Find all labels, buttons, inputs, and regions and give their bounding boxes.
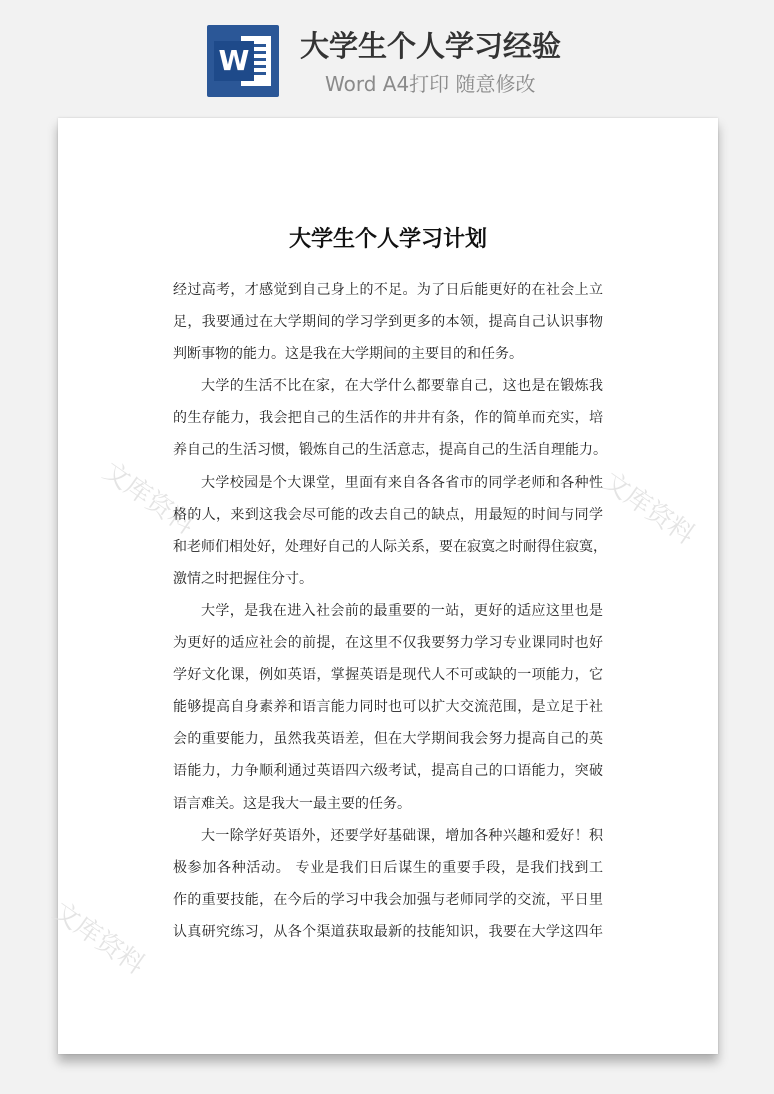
paragraph-4-line: 会的重要能力，虽然我英语差，但在大学期间我会努力提高自己的英	[173, 731, 603, 748]
paragraph-5-line: 极参加各种活动。 专业是我们日后谋生的重要手段，是我们找到工	[173, 859, 603, 876]
watermark-bottom-left: 文库资料	[47, 896, 150, 981]
page-subtitle: Word A4打印 随意修改	[325, 72, 536, 96]
document-page	[47, 118, 718, 1054]
paragraph-3-line: 和老师们相处好，处理好自己的人际关系，要在寂寞之时耐得住寂寞，	[173, 538, 607, 555]
paragraph-3-line: 大学校园是个大课堂，里面有来自各各省市的同学老师和各种性	[201, 474, 603, 491]
paragraph-3-line: 激情之时把握住分寸。	[173, 570, 313, 587]
paragraph-2-line: 的生存能力，我会把自己的生活作的井井有条，作的简单而充实，培	[173, 410, 603, 427]
paragraph-1-line: 经过高考，才感觉到自己身上的不足。为了日后能更好的在社会上立	[173, 282, 603, 298]
paragraph-4-line: 能够提高自身素养和语言能力同时也可以扩大交流范围，是立足于社	[173, 699, 603, 716]
word-logo-letter: W	[214, 41, 254, 81]
paragraph-1-line: 判断事物的能力。这是我在大学期间的主要目的和任务。	[173, 346, 523, 363]
word-document-icon	[207, 25, 279, 97]
document-title: 大学生个人学习计划	[288, 227, 487, 252]
paragraph-4-line: 大学，是我在进入社会前的最重要的一站，更好的适应这里也是	[201, 602, 603, 619]
watermark-left: 文库资料	[97, 456, 200, 541]
header-banner	[0, 0, 774, 118]
page-title: 大学生个人学习经验	[300, 29, 562, 63]
paragraph-4-line: 语言难关。这是我大一最主要的任务。	[173, 795, 411, 812]
paragraph-3-line: 格的人，来到这我会尽可能的改去自己的缺点，用最短的时间与同学	[173, 506, 603, 523]
paragraph-2-line: 大学的生活不比在家，在大学什么都要靠自己，这也是在锻炼我	[201, 378, 603, 395]
paragraph-5-line: 认真研究练习，从各个渠道获取最新的技能知识，我要在大学这四年	[173, 923, 603, 940]
paragraph-4-line: 为更好的适应社会的前提，在这里不仅我要努力学习专业课同时也好	[173, 635, 603, 652]
watermark-right: 文库资料	[597, 466, 700, 551]
paragraph-2-line: 养自己的生活习惯，锻炼自己的生活意志，提高自己的生活自理能力。	[173, 442, 607, 459]
paragraph-5-line: 作的重要技能，在今后的学习中我会加强与老师同学的交流，平日里	[173, 891, 603, 908]
paragraph-5-line: 大一除学好英语外，还要学好基础课，增加各种兴趣和爱好！积	[201, 827, 603, 844]
paragraph-4-line: 学好文化课，例如英语，掌握英语是现代人不可或缺的一项能力，它	[173, 667, 603, 684]
paragraph-1-line: 足，我要通过在大学期间的学习学到更多的本领，提高自己认识事物	[173, 314, 603, 331]
paragraph-4-line: 语能力，力争顺利通过英语四六级考试，提高自己的口语能力，突破	[173, 763, 603, 780]
document-body	[173, 274, 607, 948]
